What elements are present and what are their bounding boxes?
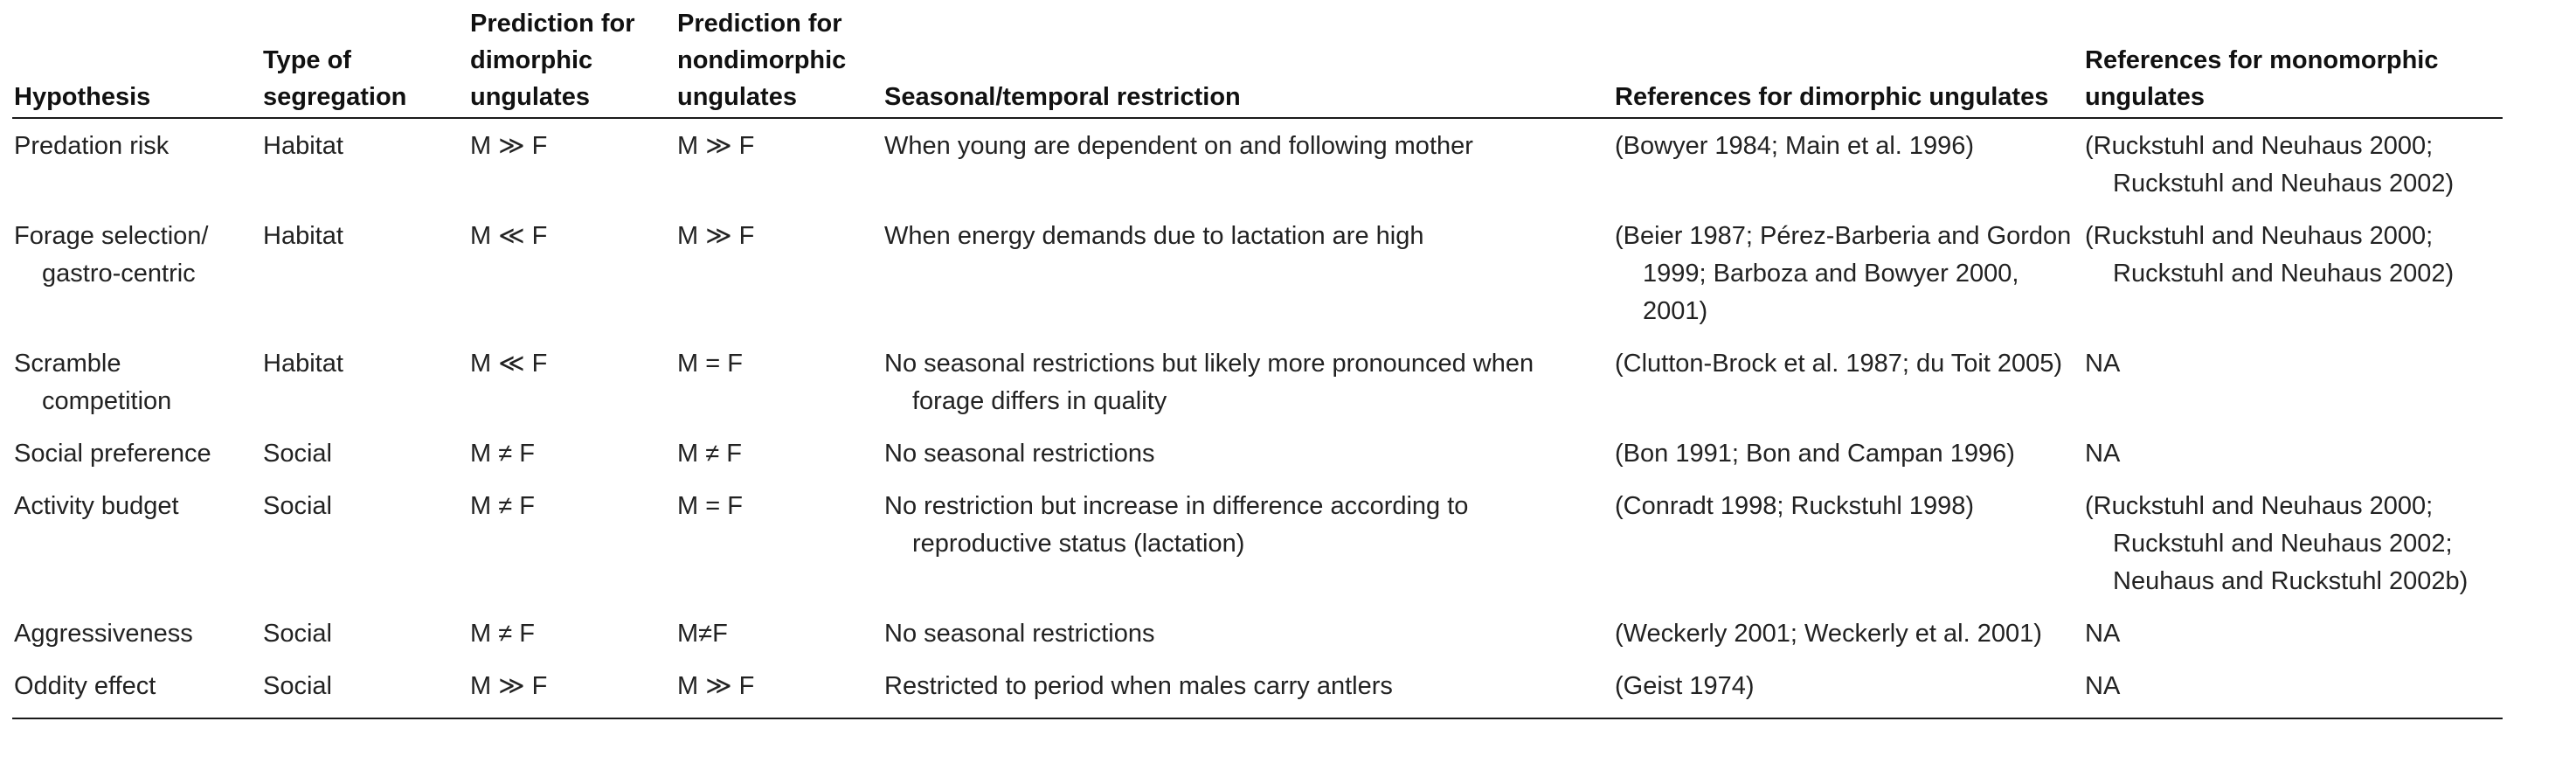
cell-restriction: When energy demands due to lactation are high [884,222,1424,250]
cell-prediction-dimorphic: M ≪ F [470,350,548,378]
header-prediction-dimorphic: Prediction for dimorphic ungulates [468,0,675,118]
cell-prediction-nondimorphic: M ≫ F [675,659,883,718]
cell-prediction-nondimorphic: M ≫ F [677,132,755,160]
cell-references-monomorphic: NA [2085,620,2121,648]
header-references-dimorphic: References for dimorphic ungulates [1613,0,2083,118]
cell-restriction: No restriction but increase in difference according to reproductive status (lactation) [884,492,1469,558]
cell-type: Social [263,492,332,520]
header-references-monomorphic: References for monomorphic ungulates [2083,0,2503,118]
header-row [12,0,2503,118]
cell-prediction-dimorphic: M ≫ F [470,132,548,160]
header-hypothesis: Hypothesis [12,0,261,118]
cell-hypothesis: Scramble competition [14,350,172,415]
cell-hypothesis: Predation risk [14,132,170,160]
cell-prediction-dimorphic: M ≠ F [470,440,535,468]
cell-type: Habitat [263,222,343,250]
cell-references-monomorphic: NA [2083,659,2503,718]
cell-prediction-dimorphic: M ≠ F [470,492,535,520]
cell-prediction-nondimorphic: M = F [677,350,743,378]
cell-restriction: No seasonal restrictions [884,440,1155,468]
hypotheses-table [12,0,2503,719]
cell-references-dimorphic: (Bowyer 1984; Main et al. 1996) [1615,132,1975,160]
cell-hypothesis: Social preference [14,440,211,468]
cell-restriction: Restricted to period when males carry antlers [883,659,1613,718]
cell-prediction-nondimorphic: M ≠ F [677,440,742,468]
cell-references-dimorphic: (Beier 1987; Pérez-Barberia and Gordon 1999; Barboza and Bowyer 2000, 2001) [1615,222,2072,325]
cell-references-dimorphic: (Clutton-Brock et al. 1987; du Toit 2005) [1615,350,2063,378]
header-prediction-nondimorphic: Prediction for nondimorphic ungulates [675,0,883,118]
cell-references-monomorphic: NA [2085,440,2121,468]
table-row [12,427,2503,479]
cell-hypothesis: Activity budget [14,492,179,520]
header-type-of-segregation: Type of segregation [261,0,468,118]
cell-references-monomorphic: (Ruckstuhl and Neuhaus 2000; Ruckstuhl and Neuhaus 2002; Neuhaus and Ruckstuhl 2002b) [2085,492,2469,595]
cell-references-monomorphic: NA [2085,350,2121,378]
cell-references-dimorphic: (Weckerly 2001; Weckerly et al. 2001) [1615,620,2042,648]
cell-restriction: No seasonal restrictions but likely more pronounced when forage differs in quality [884,350,1534,415]
table-row [12,336,2503,427]
table-row [12,607,2503,659]
cell-prediction-dimorphic: M ≠ F [470,620,535,648]
cell-references-monomorphic: (Ruckstuhl and Neuhaus 2000; Ruckstuhl and Neuhaus 2002) [2085,132,2455,198]
cell-hypothesis: Forage selection/ gastro-centric [14,222,209,288]
cell-references-dimorphic: (Bon 1991; Bon and Campan 1996) [1615,440,2015,468]
table-body [12,118,2503,718]
table-row [12,659,2503,718]
cell-prediction-dimorphic: M ≪ F [470,222,548,250]
cell-prediction-dimorphic: M ≫ F [468,659,675,718]
cell-prediction-nondimorphic: M = F [677,492,743,520]
cell-references-dimorphic: (Conradt 1998; Ruckstuhl 1998) [1615,492,1975,520]
cell-references-monomorphic: (Ruckstuhl and Neuhaus 2000; Ruckstuhl and Neuhaus 2002) [2085,222,2455,288]
header-seasonal-restriction: Seasonal/temporal restriction [883,0,1613,118]
table-row [12,118,2503,209]
cell-references-dimorphic: (Geist 1974) [1613,659,2083,718]
cell-type: Social [263,440,332,468]
table-header [12,0,2503,118]
cell-restriction: No seasonal restrictions [884,620,1155,648]
cell-type: Habitat [263,132,343,160]
cell-hypothesis: Aggressiveness [14,620,193,648]
cell-hypothesis: Oddity effect [12,659,261,718]
cell-prediction-nondimorphic: M≠F [677,620,728,648]
cell-restriction: When young are dependent on and following mother [884,132,1473,160]
table-row [12,479,2503,607]
cell-type: Social [263,620,332,648]
hypotheses-table-container [12,0,2503,719]
cell-prediction-nondimorphic: M ≫ F [677,222,755,250]
cell-type: Habitat [263,350,343,378]
cell-type: Social [261,659,468,718]
table-row [12,209,2503,336]
